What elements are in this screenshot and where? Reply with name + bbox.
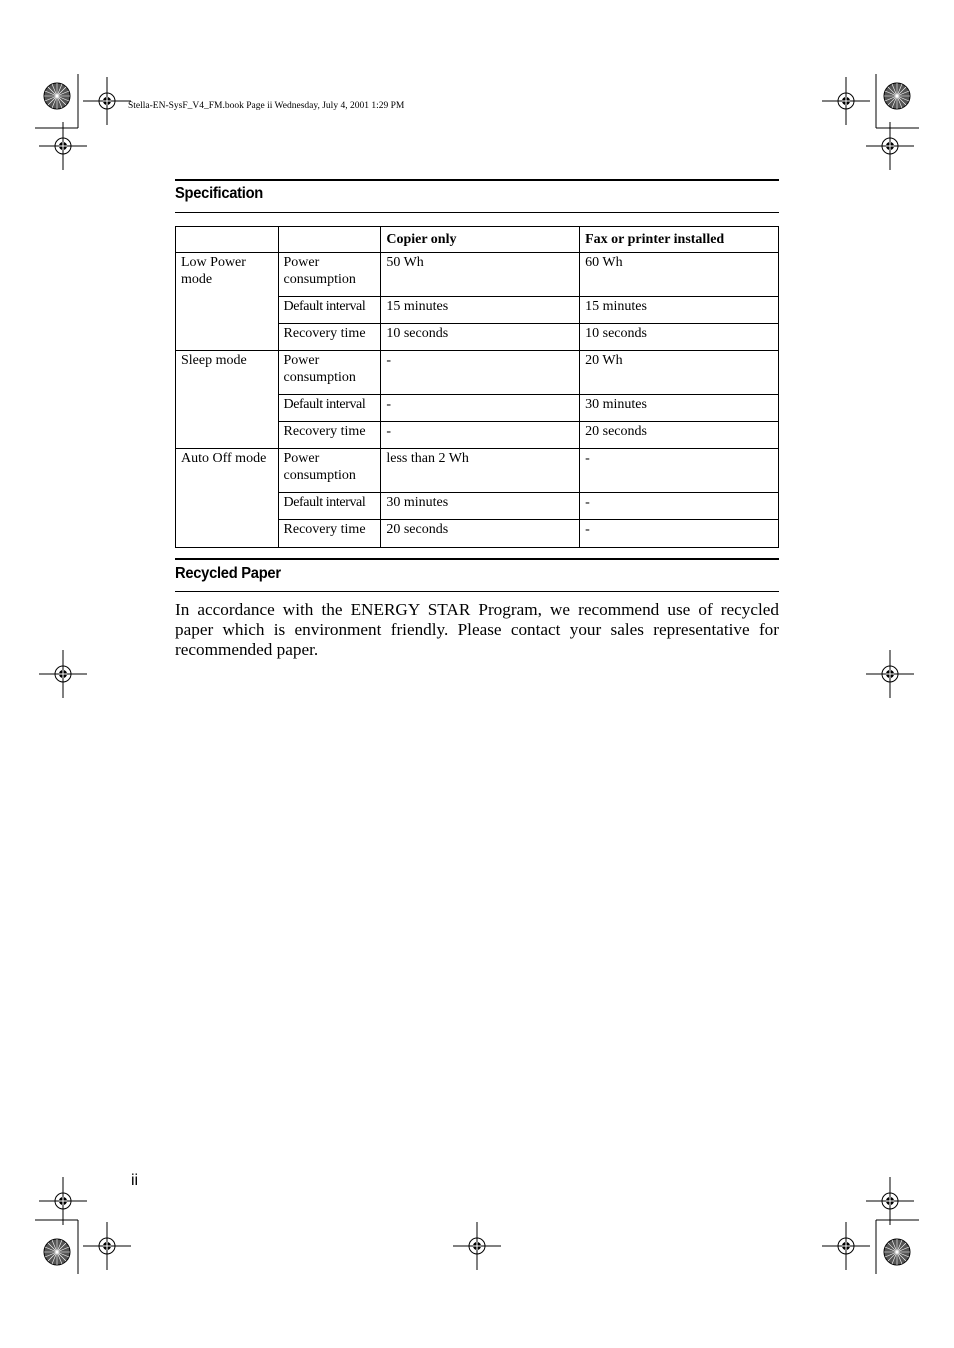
row-label: Recovery time [278, 520, 381, 548]
specification-title: Specification [175, 185, 264, 202]
fax-value: 30 minutes [580, 395, 779, 422]
fax-value: 60 Wh [580, 253, 779, 297]
section-rule [175, 212, 779, 213]
column-header [176, 227, 279, 253]
row-label: Power consumption [278, 351, 381, 395]
fax-value: 15 minutes [580, 297, 779, 324]
copier-value: - [381, 422, 580, 449]
copier-value: 50 Wh [381, 253, 580, 297]
section-rule [175, 591, 779, 592]
file-info-header: Stella-EN-SysF_V4_FM.book Page ii Wednesday, July 4, 2001 1:29 PM [128, 101, 405, 111]
recycled-paper-paragraph: In accordance with the ENERGY STAR Program, we recommend use of recycled paper which is environment friendly. Please contact your sales representative for recommended paper. [175, 600, 779, 659]
copier-value: - [381, 351, 580, 395]
mode-cell: Low Power mode [176, 253, 279, 351]
column-header-copier: Copier only [381, 227, 580, 253]
fax-value: - [580, 449, 779, 493]
fax-value: - [580, 520, 779, 548]
column-header [278, 227, 381, 253]
mode-cell: Sleep mode [176, 351, 279, 449]
recycled-paper-title: Recycled Paper [175, 565, 281, 582]
copier-value: - [381, 395, 580, 422]
row-label: Recovery time [278, 324, 381, 351]
copier-value: less than 2 Wh [381, 449, 580, 493]
page-number: ii [131, 1172, 139, 1189]
fax-value: 20 Wh [580, 351, 779, 395]
copier-value: 30 minutes [381, 493, 580, 520]
fax-value: - [580, 493, 779, 520]
table-row [176, 253, 779, 297]
table-row [176, 449, 779, 493]
row-label: Default interval [278, 297, 381, 324]
mode-cell: Auto Off mode [176, 449, 279, 548]
table-row [176, 351, 779, 395]
copier-value: 15 minutes [381, 297, 580, 324]
fax-value: 20 seconds [580, 422, 779, 449]
section-rule [175, 558, 779, 560]
specification-table [175, 226, 779, 548]
copier-value: 20 seconds [381, 520, 580, 548]
row-label: Power consumption [278, 253, 381, 297]
table-header-row [176, 227, 779, 253]
row-label: Recovery time [278, 422, 381, 449]
row-label: Default interval [278, 395, 381, 422]
row-label: Default interval [278, 493, 381, 520]
copier-value: 10 seconds [381, 324, 580, 351]
section-rule [175, 179, 779, 181]
fax-value: 10 seconds [580, 324, 779, 351]
row-label: Power consumption [278, 449, 381, 493]
column-header-fax: Fax or printer installed [580, 227, 779, 253]
